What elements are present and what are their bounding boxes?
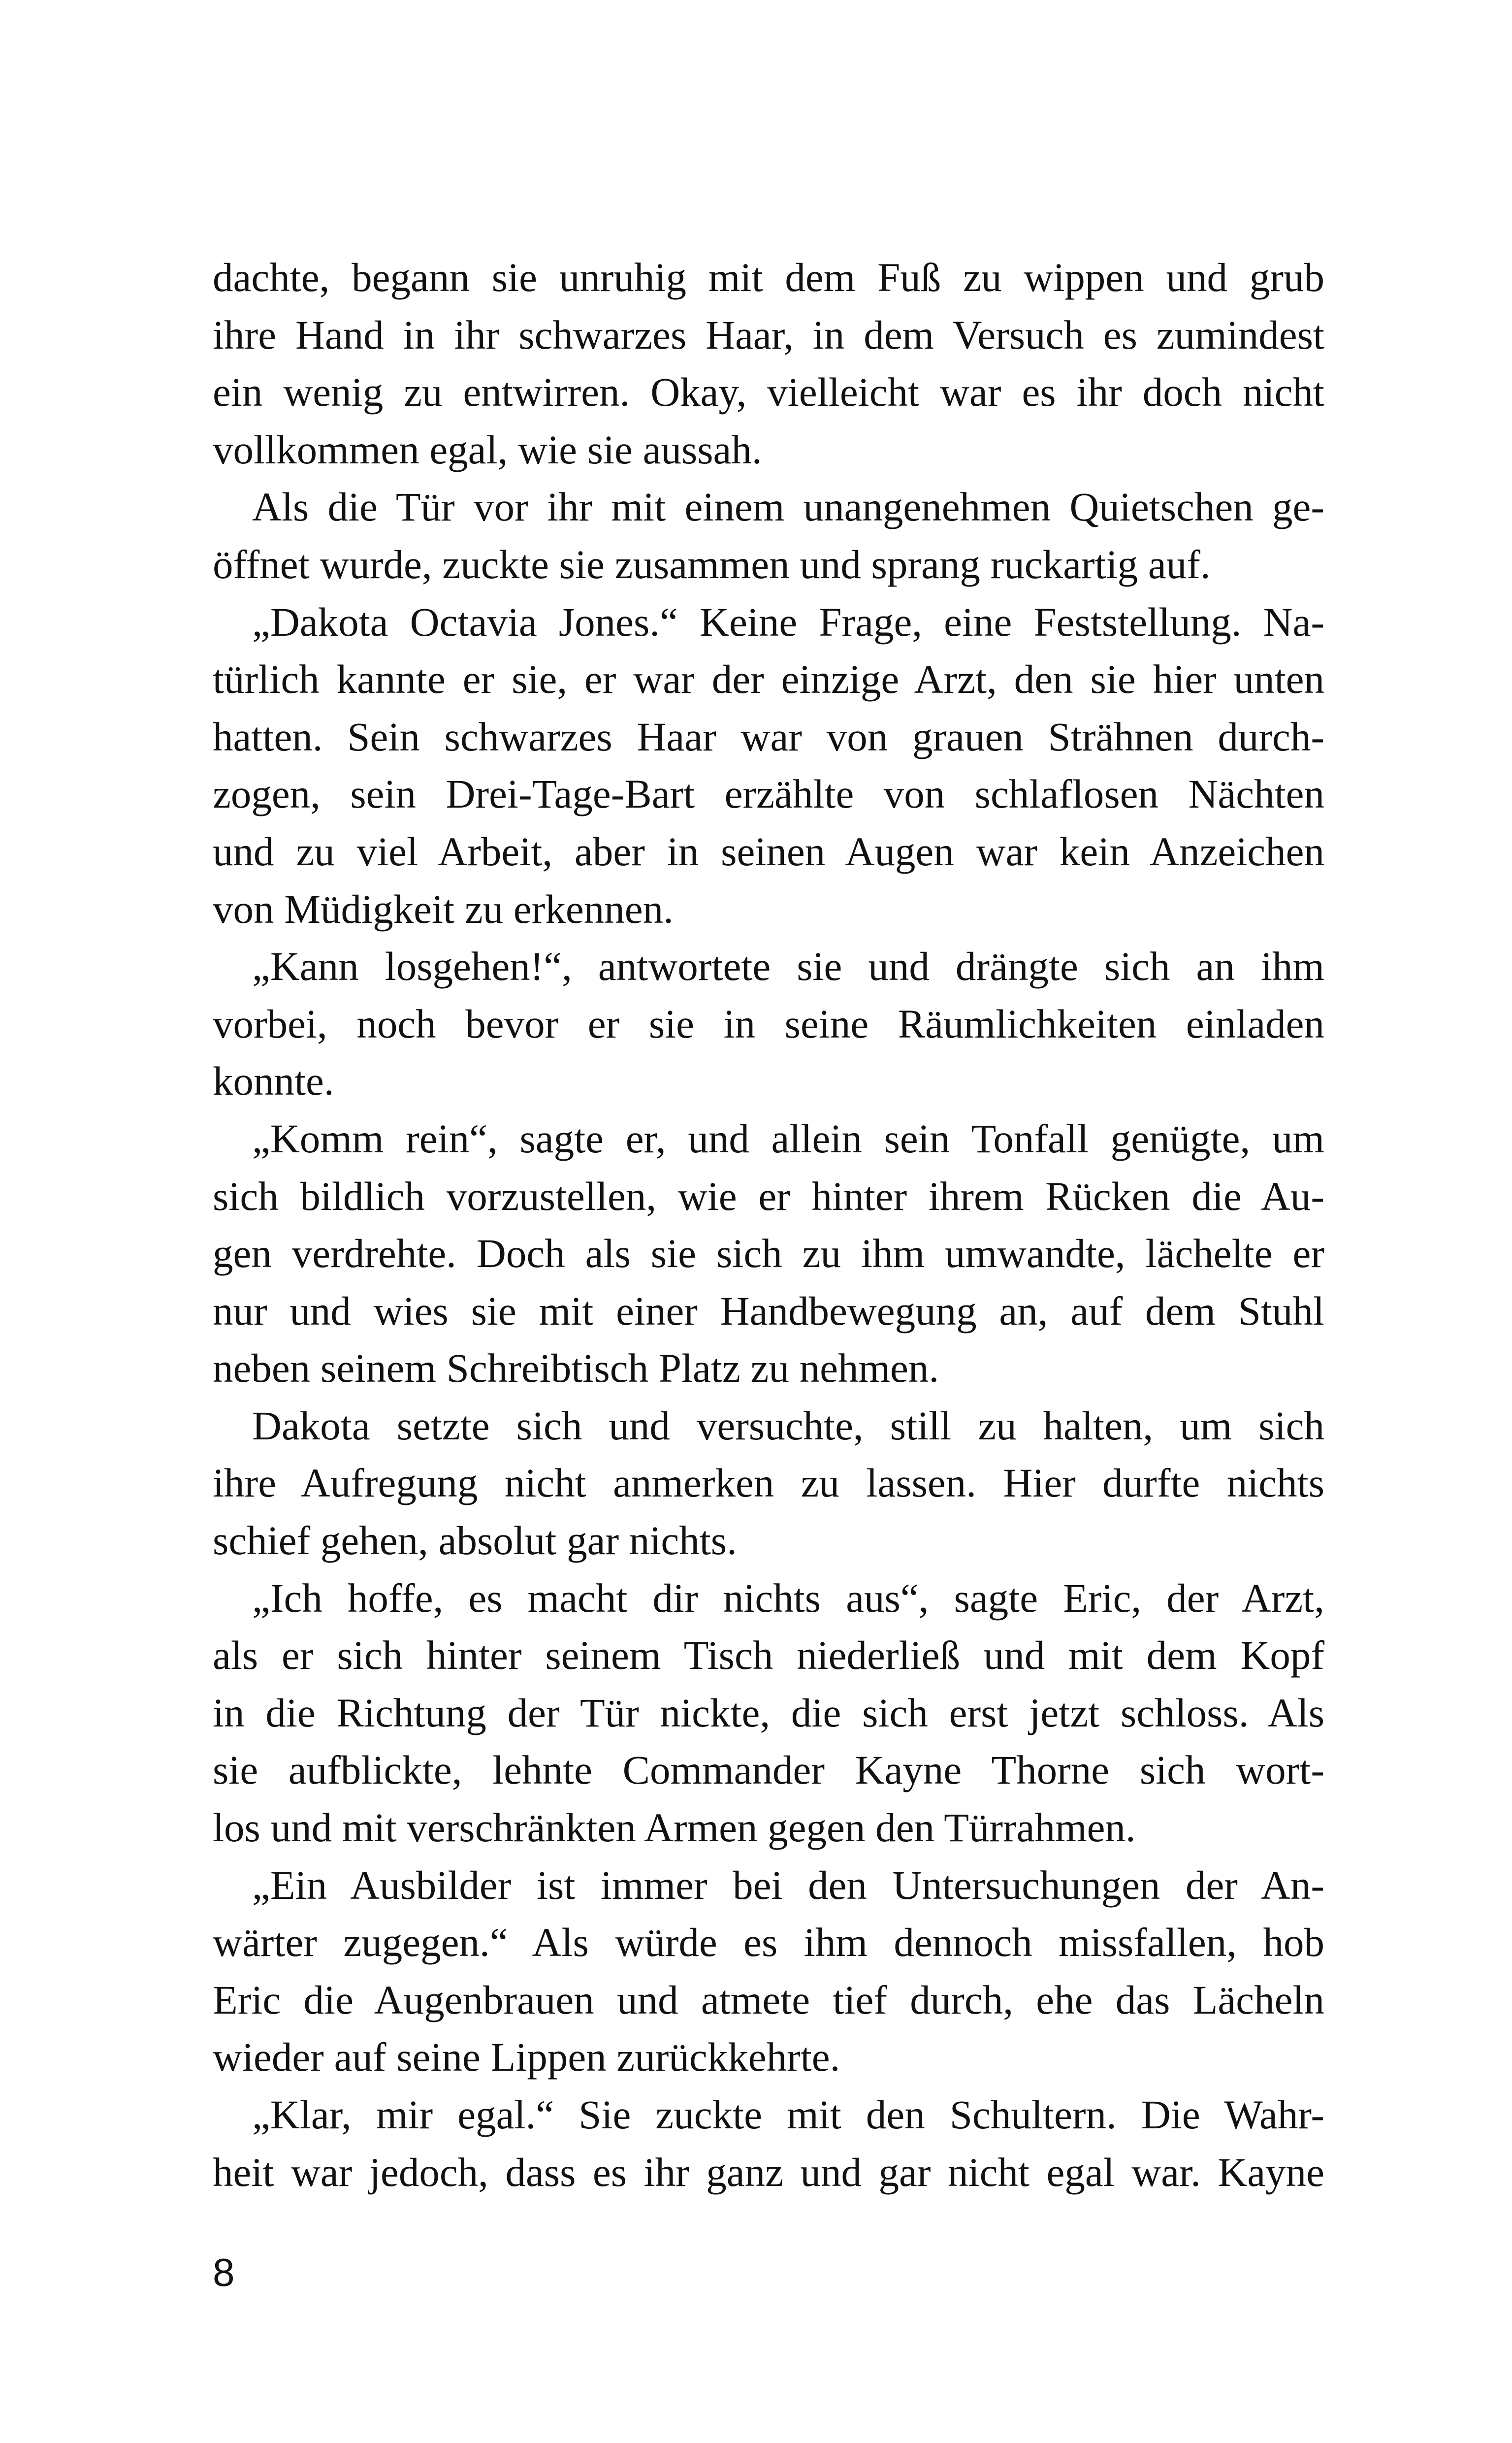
text-line: Eric die Augenbrauen und atmete tief durch, ehe das Lächeln: [213, 1977, 1324, 2022]
text-line: „Ich hoffe, es macht dir nichts aus“, sagte Eric, der Arzt,: [252, 1575, 1324, 1621]
text-line: Dakota setzte sich und versuchte, still zu halten, um sich: [252, 1402, 1324, 1448]
text-line: gen verdrehte. Doch als sie sich zu ihm umwandte, lächelte er: [213, 1231, 1324, 1276]
text-line: vollkommen egal, wie sie aussah.: [213, 426, 762, 472]
text-line: wieder auf seine Lippen zurückkehrte.: [213, 2034, 840, 2080]
text-line: schief gehen, absolut gar nichts.: [213, 1518, 737, 1564]
text-line: nur und wies sie mit einer Handbewegung an, auf dem Stuhl: [213, 1288, 1324, 1334]
page-number: 8: [213, 2250, 235, 2294]
text-line: wärter zugegen.“ Als würde es ihm dennoch missfallen, hob: [213, 1920, 1324, 1965]
text-line: hatten. Sein schwarzes Haar war von grauen Strähnen durch-: [213, 714, 1324, 759]
text-line: „Kann losgehen!“, antwortete sie und drängte sich an ihm: [252, 944, 1324, 989]
text-line: öffnet wurde, zuckte sie zusammen und sprang ruckartig auf.: [213, 541, 1211, 587]
text-line: ihre Hand in ihr schwarzes Haar, in dem Versuch es zumindest: [213, 312, 1324, 358]
text-line: „Komm rein“, sagte er, und allein sein Tonfall genügte, um: [252, 1115, 1324, 1161]
text-line: Als die Tür vor ihr mit einem unangenehmen Quietschen ge-: [252, 484, 1324, 530]
text-line: zogen, sein Drei-Tage-Bart erzählte von schlaflosen Nächten: [213, 771, 1324, 817]
text-line: konnte.: [213, 1058, 334, 1104]
text-line: als er sich hinter seinem Tisch niederließ und mit dem Kopf: [213, 1632, 1324, 1678]
text-line: „Klar, mir egal.“ Sie zuckte mit den Schultern. Die Wahr-: [252, 2092, 1324, 2137]
text-line: dachte, begann sie unruhig mit dem Fuß zu wippen und grub: [213, 255, 1324, 300]
text-line: los und mit verschränkten Armen gegen den Türrahmen.: [213, 1805, 1136, 1851]
text-line: „Ein Ausbilder ist immer bei den Untersuchungen der An-: [252, 1862, 1324, 1908]
text-line: türlich kannte er sie, er war der einzige Arzt, den sie hier unten: [213, 656, 1324, 702]
body-text: [213, 249, 1324, 2201]
text-line: sich bildlich vorzustellen, wie er hinter ihrem Rücken die Au-: [213, 1173, 1324, 1219]
text-line: „Dakota Octavia Jones.“ Keine Frage, eine Feststellung. Na-: [252, 599, 1324, 645]
text-line: in die Richtung der Tür nickte, die sich erst jetzt schloss. Als: [213, 1690, 1324, 1735]
text-line: ihre Aufregung nicht anmerken zu lassen. Hier durfte nichts: [213, 1460, 1324, 1506]
text-line: und zu viel Arbeit, aber in seinen Augen war kein Anzeichen: [213, 828, 1324, 874]
text-line: heit war jedoch, dass es ihr ganz und gar nicht egal war. Kayne: [213, 2149, 1324, 2195]
text-line: ein wenig zu entwirren. Okay, vielleicht war es ihr doch nicht: [213, 369, 1324, 415]
text-line: vorbei, noch bevor er sie in seine Räumlichkeiten einladen: [213, 1001, 1324, 1046]
text-line: neben seinem Schreibtisch Platz zu nehmen.: [213, 1345, 939, 1391]
text-line: von Müdigkeit zu erkennen.: [213, 886, 674, 932]
text-line: sie aufblickte, lehnte Commander Kayne Thorne sich wort-: [213, 1747, 1324, 1793]
